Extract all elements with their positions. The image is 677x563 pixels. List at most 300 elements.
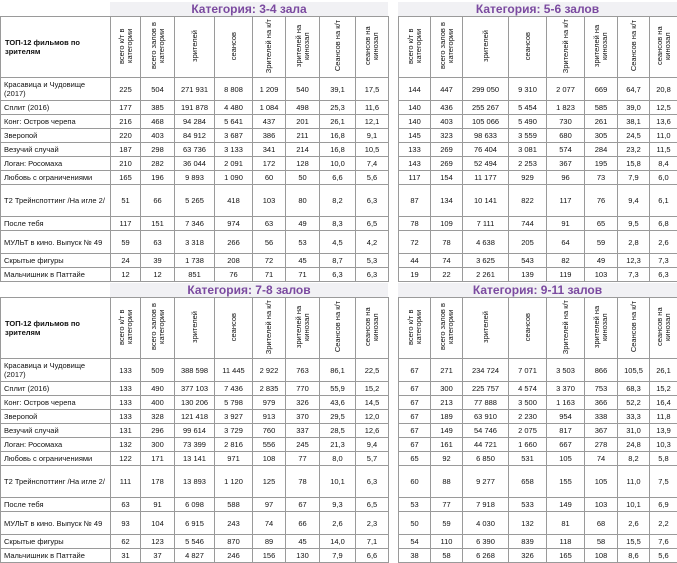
- cell-value: 447: [431, 78, 463, 101]
- cell-value: 66: [286, 512, 320, 535]
- cell-value: 76: [585, 185, 618, 217]
- table-row: [1, 410, 389, 424]
- cell-value: 540: [286, 78, 320, 101]
- cell-value: 24,5: [618, 129, 650, 143]
- cell-value: 29,5: [320, 410, 356, 424]
- cell-value: 71: [286, 268, 320, 282]
- film-name: Везучий случай: [1, 424, 111, 438]
- cell-value: 5 265: [175, 185, 215, 217]
- cell-value: 94 284: [175, 115, 215, 129]
- cell-value: 11,0: [618, 466, 650, 498]
- column-header-label: Зрителей на к/т: [562, 300, 570, 354]
- cell-value: 370: [286, 410, 320, 424]
- cell-value: 6,3: [356, 268, 389, 282]
- table-row: [1, 549, 389, 563]
- cell-value: 11 445: [215, 359, 253, 382]
- cell-value: 208: [215, 254, 253, 268]
- cell-value: 5 798: [215, 396, 253, 410]
- cell-value: 4 574: [509, 382, 547, 396]
- cell-value: 119: [547, 268, 585, 282]
- cell-value: 53: [399, 498, 431, 512]
- column-header: [618, 298, 650, 359]
- cell-value: 76 404: [463, 143, 509, 157]
- cell-value: 56: [253, 231, 286, 254]
- table-row: [1, 268, 389, 282]
- cell-value: 2,8: [618, 231, 650, 254]
- column-header-label: сеансов: [524, 32, 532, 60]
- cell-value: 588: [215, 498, 253, 512]
- table-row: [1, 498, 389, 512]
- table-row: [1, 512, 389, 535]
- table-row: [1, 129, 389, 143]
- cell-value: 4 480: [215, 101, 253, 115]
- cell-value: 3 318: [175, 231, 215, 254]
- column-header-label: всего к/т в категории: [118, 17, 134, 75]
- cell-value: 8,3: [320, 217, 356, 231]
- cell-value: 13,6: [650, 115, 677, 129]
- cell-value: 99 614: [175, 424, 215, 438]
- column-header: [141, 298, 175, 359]
- cell-value: 171: [141, 452, 175, 466]
- column-header-label: Зрителей на к/т: [265, 300, 273, 354]
- cell-value: 1 738: [175, 254, 215, 268]
- table-row: [399, 396, 677, 410]
- cell-value: 26,1: [650, 359, 677, 382]
- cell-value: 305: [585, 129, 618, 143]
- cell-value: 585: [585, 101, 618, 115]
- cell-value: 1 823: [547, 101, 585, 115]
- cell-value: 77: [286, 452, 320, 466]
- cell-value: 16,4: [650, 396, 677, 410]
- cell-value: 400: [141, 396, 175, 410]
- table-row: [399, 143, 677, 157]
- cell-value: 74: [431, 254, 463, 268]
- data-table: [398, 297, 677, 563]
- cell-value: 121 418: [175, 410, 215, 424]
- cell-value: 67: [399, 396, 431, 410]
- column-header: [356, 298, 389, 359]
- cell-value: 556: [253, 438, 286, 452]
- cell-value: 16,8: [320, 143, 356, 157]
- cell-value: 23,2: [618, 143, 650, 157]
- cell-value: 2 816: [215, 438, 253, 452]
- cell-value: 67: [399, 382, 431, 396]
- cell-value: 63 736: [175, 143, 215, 157]
- cell-value: 108: [253, 452, 286, 466]
- cell-value: 13 893: [175, 466, 215, 498]
- cell-value: 338: [585, 410, 618, 424]
- cell-value: 39,1: [320, 78, 356, 101]
- column-header-label: сеансов на кинозал: [364, 298, 380, 356]
- cell-value: 271 931: [175, 78, 215, 101]
- cell-value: 89: [253, 535, 286, 549]
- cell-value: 17,5: [356, 78, 389, 101]
- column-header: [431, 17, 463, 78]
- cell-value: 323: [431, 129, 463, 143]
- column-header-label: Сеансов на к/т: [630, 20, 638, 71]
- cell-value: 7,5: [650, 466, 677, 498]
- table-category-7-8: [0, 283, 388, 549]
- cell-value: 282: [141, 157, 175, 171]
- cell-value: 386: [253, 129, 286, 143]
- cell-value: 66: [141, 185, 175, 217]
- cell-value: 4,5: [320, 231, 356, 254]
- cell-value: 65: [585, 217, 618, 231]
- cell-value: 161: [431, 438, 463, 452]
- cell-value: 763: [286, 359, 320, 382]
- film-name: Сплит (2016): [1, 101, 111, 115]
- cell-value: 58: [431, 549, 463, 563]
- cell-value: 74: [253, 512, 286, 535]
- table-row: [399, 185, 677, 217]
- table-row: [399, 78, 677, 101]
- cell-value: 37: [141, 549, 175, 563]
- cell-value: 5,6: [356, 171, 389, 185]
- cell-value: 6 850: [463, 452, 509, 466]
- cell-value: 744: [509, 217, 547, 231]
- film-name: Скрытые фигуры: [1, 254, 111, 268]
- column-header-label: зрителей: [482, 311, 490, 343]
- cell-value: 49: [286, 217, 320, 231]
- cell-value: 24: [111, 254, 141, 268]
- column-header-label: сеансов: [524, 313, 532, 341]
- cell-value: 78: [286, 466, 320, 498]
- cell-value: 11,0: [650, 129, 677, 143]
- cell-value: 6 390: [463, 535, 509, 549]
- column-header: [399, 17, 431, 78]
- cell-value: 139: [509, 268, 547, 282]
- cell-value: 3 729: [215, 424, 253, 438]
- cell-value: 13 141: [175, 452, 215, 466]
- table-row: [399, 217, 677, 231]
- cell-value: 154: [431, 171, 463, 185]
- cell-value: 278: [585, 438, 618, 452]
- cell-value: 210: [111, 157, 141, 171]
- film-name: Конг: Остров черепа: [1, 115, 111, 129]
- cell-value: 403: [141, 129, 175, 143]
- table-row: [399, 115, 677, 129]
- film-name: После тебя: [1, 217, 111, 231]
- cell-value: 189: [431, 410, 463, 424]
- cell-value: 33,3: [618, 410, 650, 424]
- cell-value: 2,6: [618, 512, 650, 535]
- column-header: [215, 298, 253, 359]
- cell-value: 67: [399, 424, 431, 438]
- cell-value: 971: [215, 452, 253, 466]
- cell-value: 45: [286, 254, 320, 268]
- table-row: [399, 157, 677, 171]
- data-table: [0, 297, 389, 563]
- cell-value: 105: [585, 466, 618, 498]
- cell-value: 91: [141, 498, 175, 512]
- column-header-label: всего к/т в категории: [407, 17, 423, 75]
- cell-value: 88: [431, 466, 463, 498]
- cell-value: 5,6: [650, 549, 677, 563]
- column-header-label: зрителей на кинозал: [593, 298, 609, 356]
- cell-value: 574: [547, 143, 585, 157]
- cell-value: 10,0: [320, 157, 356, 171]
- cell-value: 71: [253, 268, 286, 282]
- table-row: [399, 129, 677, 143]
- cell-value: 44 721: [463, 438, 509, 452]
- film-name: После тебя: [1, 498, 111, 512]
- cell-value: 12: [111, 268, 141, 282]
- cell-value: 12,0: [356, 410, 389, 424]
- cell-value: 122: [111, 452, 141, 466]
- cell-value: 770: [286, 382, 320, 396]
- column-header-label: зрителей на кинозал: [593, 17, 609, 75]
- category-title: Категория: 5-6 залов: [398, 2, 677, 16]
- table-row: [1, 359, 389, 382]
- column-header: [431, 298, 463, 359]
- table-row: [1, 101, 389, 115]
- column-header: [253, 17, 286, 78]
- cell-value: 243: [215, 512, 253, 535]
- film-name: Зверопой: [1, 410, 111, 424]
- film-name: Сплит (2016): [1, 382, 111, 396]
- column-header-label: всего залов в категории: [439, 298, 455, 356]
- cell-value: 26,1: [320, 115, 356, 129]
- data-table: [0, 16, 389, 282]
- film-name: Конг: Остров черепа: [1, 396, 111, 410]
- cell-value: 110: [431, 535, 463, 549]
- column-header: [585, 17, 618, 78]
- cell-value: 55,9: [320, 382, 356, 396]
- cell-value: 80: [286, 185, 320, 217]
- cell-value: 11,6: [356, 101, 389, 115]
- cell-value: 12: [141, 268, 175, 282]
- cell-value: 2,6: [320, 512, 356, 535]
- column-header-label: всего к/т в категории: [407, 298, 423, 356]
- cell-value: 214: [286, 143, 320, 157]
- cell-value: 10 141: [463, 185, 509, 217]
- cell-value: 5 490: [509, 115, 547, 129]
- cell-value: 298: [141, 143, 175, 157]
- cell-value: 10,3: [650, 438, 677, 452]
- cell-value: 132: [509, 512, 547, 535]
- column-header-label: сеансов на кинозал: [656, 298, 672, 356]
- cell-value: 266: [215, 231, 253, 254]
- film-name: Логан: Росомаха: [1, 157, 111, 171]
- table-row: [399, 101, 677, 115]
- cell-value: 6 268: [463, 549, 509, 563]
- cell-value: 9 277: [463, 466, 509, 498]
- cell-value: 52 494: [463, 157, 509, 171]
- column-header: [547, 17, 585, 78]
- cell-value: 145: [399, 129, 431, 143]
- cell-value: 77 888: [463, 396, 509, 410]
- cell-value: 533: [509, 498, 547, 512]
- cell-value: 133: [111, 359, 141, 382]
- column-header: [650, 298, 677, 359]
- cell-value: 11,5: [650, 143, 677, 157]
- cell-value: 63: [253, 217, 286, 231]
- cell-value: 5,3: [356, 254, 389, 268]
- column-header: [463, 17, 509, 78]
- cell-value: 7 111: [463, 217, 509, 231]
- film-name: Т2 Трейнспоттинг /На игле 2/: [1, 466, 111, 498]
- cell-value: 60: [399, 466, 431, 498]
- cell-value: 8,0: [320, 452, 356, 466]
- cell-value: 753: [585, 382, 618, 396]
- cell-value: 367: [547, 157, 585, 171]
- table-row: [1, 185, 389, 217]
- cell-value: 196: [141, 171, 175, 185]
- cell-value: 36 044: [175, 157, 215, 171]
- column-header: [320, 17, 356, 78]
- cell-value: 53: [286, 231, 320, 254]
- cell-value: 133: [111, 396, 141, 410]
- cell-value: 59: [585, 231, 618, 254]
- cell-value: 15,5: [618, 535, 650, 549]
- cell-value: 468: [141, 115, 175, 129]
- cell-value: 1 163: [547, 396, 585, 410]
- cell-value: 531: [509, 452, 547, 466]
- cell-value: 172: [253, 157, 286, 171]
- cell-value: 2 091: [215, 157, 253, 171]
- cell-value: 9,4: [618, 185, 650, 217]
- film-name: Красавица и Чудовище (2017): [1, 359, 111, 382]
- cell-value: 74: [585, 452, 618, 466]
- cell-value: 658: [509, 466, 547, 498]
- cell-value: 123: [141, 535, 175, 549]
- cell-value: 130 206: [175, 396, 215, 410]
- cell-value: 403: [431, 115, 463, 129]
- cell-value: 149: [547, 498, 585, 512]
- cell-value: 54 746: [463, 424, 509, 438]
- cell-value: 8,2: [618, 452, 650, 466]
- cell-value: 2 075: [509, 424, 547, 438]
- cell-value: 117: [399, 171, 431, 185]
- cell-value: 669: [585, 78, 618, 101]
- cell-value: 225: [111, 78, 141, 101]
- cell-value: 92: [431, 452, 463, 466]
- cell-value: 77: [431, 498, 463, 512]
- cell-value: 11,8: [650, 410, 677, 424]
- cell-value: 195: [585, 157, 618, 171]
- column-header-label: Сеансов на к/т: [630, 301, 638, 352]
- cell-value: 9 893: [175, 171, 215, 185]
- column-header-label: всего к/т в категории: [118, 298, 134, 356]
- column-header-label: Зрителей на к/т: [265, 19, 273, 73]
- cell-value: 3 133: [215, 143, 253, 157]
- cell-value: 12,5: [650, 101, 677, 115]
- cell-value: 73 399: [175, 438, 215, 452]
- column-header: [286, 17, 320, 78]
- film-name: Т2 Трейнспоттинг /На игле 2/: [1, 185, 111, 217]
- cell-value: 111: [111, 466, 141, 498]
- cell-value: 8,4: [650, 157, 677, 171]
- cell-value: 3 687: [215, 129, 253, 143]
- cell-value: 2 922: [253, 359, 286, 382]
- cell-value: 105 066: [463, 115, 509, 129]
- column-header-label: всего залов в категории: [150, 17, 166, 75]
- cell-value: 4 030: [463, 512, 509, 535]
- column-header: [286, 298, 320, 359]
- cell-value: 177: [111, 101, 141, 115]
- cell-value: 105,5: [618, 359, 650, 382]
- cell-value: 490: [141, 382, 175, 396]
- cell-value: 10,1: [618, 498, 650, 512]
- cell-value: 144: [399, 78, 431, 101]
- cell-value: 2 261: [463, 268, 509, 282]
- cell-value: 2,3: [356, 512, 389, 535]
- cell-value: 50: [286, 171, 320, 185]
- cell-value: 31,0: [618, 424, 650, 438]
- cell-value: 9,4: [356, 438, 389, 452]
- cell-value: 6,3: [650, 268, 677, 282]
- column-header-label: Сеансов на к/т: [334, 301, 342, 352]
- column-header-label: Сеансов на к/т: [334, 20, 342, 71]
- cell-value: 388 598: [175, 359, 215, 382]
- cell-value: 5 641: [215, 115, 253, 129]
- cell-value: 12,1: [356, 115, 389, 129]
- cell-value: 12,3: [618, 254, 650, 268]
- cell-value: 38: [399, 549, 431, 563]
- cell-value: 1 120: [215, 466, 253, 498]
- cell-value: 96: [547, 171, 585, 185]
- cell-value: 6 098: [175, 498, 215, 512]
- cell-value: 870: [215, 535, 253, 549]
- cell-value: 367: [585, 424, 618, 438]
- cell-value: 117: [111, 217, 141, 231]
- table-row: [399, 359, 677, 382]
- column-header: [650, 17, 677, 78]
- cell-value: 38,1: [618, 115, 650, 129]
- table-row: [1, 382, 389, 396]
- cell-value: 213: [431, 396, 463, 410]
- cell-value: 50: [399, 512, 431, 535]
- cell-value: 255 267: [463, 101, 509, 115]
- cell-value: 337: [286, 424, 320, 438]
- film-name: Красавица и Чудовище (2017): [1, 78, 111, 101]
- cell-value: 72: [399, 231, 431, 254]
- cell-value: 5,8: [650, 452, 677, 466]
- cell-value: 125: [253, 466, 286, 498]
- cell-value: 341: [253, 143, 286, 157]
- cell-value: 9,3: [320, 498, 356, 512]
- cell-value: 509: [141, 359, 175, 382]
- cell-value: 86,1: [320, 359, 356, 382]
- cell-value: 67: [399, 438, 431, 452]
- cell-value: 667: [547, 438, 585, 452]
- cell-value: 21,3: [320, 438, 356, 452]
- cell-value: 25,3: [320, 101, 356, 115]
- cell-value: 328: [141, 410, 175, 424]
- cell-value: 1 660: [509, 438, 547, 452]
- cell-value: 866: [585, 359, 618, 382]
- cell-value: 15,2: [650, 382, 677, 396]
- table-category-9-11: [398, 283, 677, 549]
- column-header: [463, 298, 509, 359]
- cell-value: 6,5: [356, 498, 389, 512]
- table-row: [1, 466, 389, 498]
- cell-value: 6,6: [356, 549, 389, 563]
- cell-value: 2 077: [547, 78, 585, 101]
- column-header-label: сеансов на кинозал: [364, 17, 380, 75]
- cell-value: 132: [111, 438, 141, 452]
- title-column-header: ТОП-12 фильмов по зрителям: [1, 298, 111, 359]
- cell-value: 12,6: [356, 424, 389, 438]
- column-header: [509, 298, 547, 359]
- cell-value: 300: [141, 438, 175, 452]
- cell-value: 8,7: [320, 254, 356, 268]
- cell-value: 437: [253, 115, 286, 129]
- cell-value: 49: [585, 254, 618, 268]
- cell-value: 24,8: [618, 438, 650, 452]
- cell-value: 7,6: [650, 535, 677, 549]
- cell-value: 149: [431, 424, 463, 438]
